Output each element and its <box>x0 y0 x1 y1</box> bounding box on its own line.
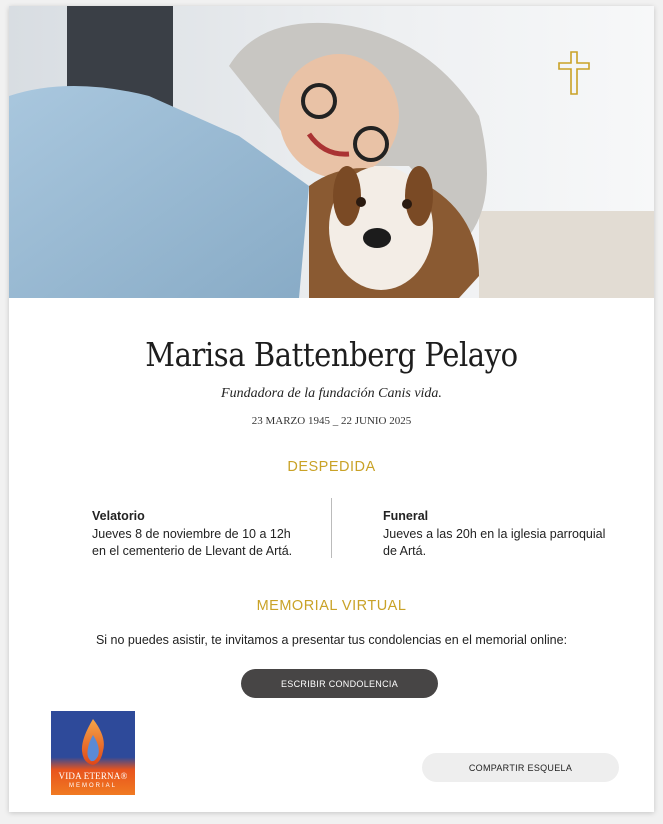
share-obituary-button[interactable]: COMPARTIR ESQUELA <box>422 753 619 782</box>
funeral-heading: Funeral <box>383 509 429 523</box>
wake-info <box>92 508 292 560</box>
obituary-card <box>9 6 654 812</box>
funeral-info <box>383 508 605 560</box>
write-condolence-button[interactable]: ESCRIBIR CONDOLENCIA <box>241 669 438 698</box>
memorial-title: MEMORIAL VIRTUAL <box>256 598 407 614</box>
cross-icon <box>556 50 592 96</box>
farewell-title: DESPEDIDA <box>287 459 376 475</box>
funeral-line-2: de Artá. <box>383 544 427 558</box>
deceased-name: Marisa Battenberg Pelayo <box>145 335 518 374</box>
vida-eterna-logo <box>51 711 135 795</box>
funeral-line-1: Jueves a las 20h en la iglesia parroquial <box>383 527 606 541</box>
logo-subtitle: MEMORIAL <box>68 783 117 789</box>
deceased-subtitle: Fundadora de la fundación Canis vida. <box>221 386 442 401</box>
wake-line-1: Jueves 8 de noviembre de 10 a 12h <box>92 527 291 541</box>
life-dates: 23 MARZO 1945 _ 22 JUNIO 2025 <box>251 415 412 427</box>
wake-line-2: en el cementerio de Llevant de Artá. <box>92 544 293 558</box>
memorial-note: Si no puedes asistir, te invitamos a presentar tus condolencias en el memorial online: <box>95 633 568 647</box>
logo-name: VIDA ETERNA® <box>58 771 128 781</box>
column-divider <box>331 498 332 558</box>
wake-heading: Velatorio <box>92 509 145 523</box>
